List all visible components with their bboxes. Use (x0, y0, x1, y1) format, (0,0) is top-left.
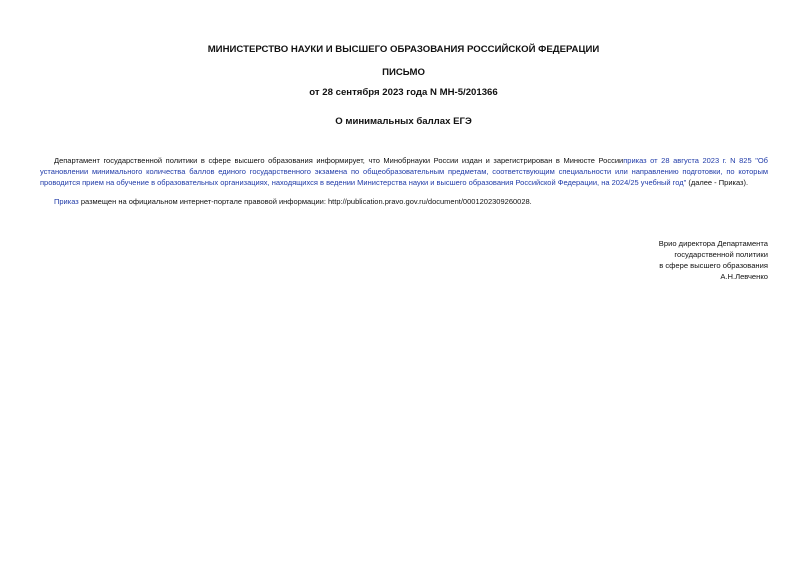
document-date-number: от 28 сентября 2023 года N МН-5/201366 (309, 87, 498, 98)
order-link[interactable]: приказ от 28 августа 2023 г. N 825 "Об установлении минимального количества баллов единого государственного экзамена по общеобразовательным предметам, соответствующим специальности или направлению подготовки, по которым проводится прием на обучение в образовательных организациях, находящихся в ведении Министерства науки и высшего образования Российской Федерации, на 2024/25 учебный год" (40, 156, 768, 187)
signature-line-2: государственной политики (674, 250, 768, 259)
paragraph-1 (40, 155, 768, 188)
document-subject: О минимальных баллах ЕГЭ (335, 116, 472, 127)
ministry-title: МИНИСТЕРСТВО НАУКИ И ВЫСШЕГО ОБРАЗОВАНИЯ РОССИЙСКОЙ ФЕДЕРАЦИИ (207, 44, 600, 55)
order-link-short[interactable]: Приказ (54, 197, 79, 206)
paragraph-2 (40, 196, 768, 207)
paragraph-1-text: Департамент государственной политики в сфере высшего образования информирует, что Минобрнауки России издан и зарегистрирован в Минюсте России (54, 156, 624, 165)
signature-line-3: в сфере высшего образования (659, 261, 768, 270)
document-type: ПИСЬМО (382, 67, 425, 78)
signature-block (659, 238, 768, 282)
paragraph-1-tail: (далее - Приказ). (686, 178, 749, 187)
signature-line-1: Врио директора Департамента (658, 239, 768, 248)
signature-name: А.Н.Левченко (720, 272, 768, 281)
paragraph-2-text: размещен на официальном интернет-портале правовой информации: http://publication.pravo.gov.ru/document/0001202309260028. (78, 197, 532, 206)
